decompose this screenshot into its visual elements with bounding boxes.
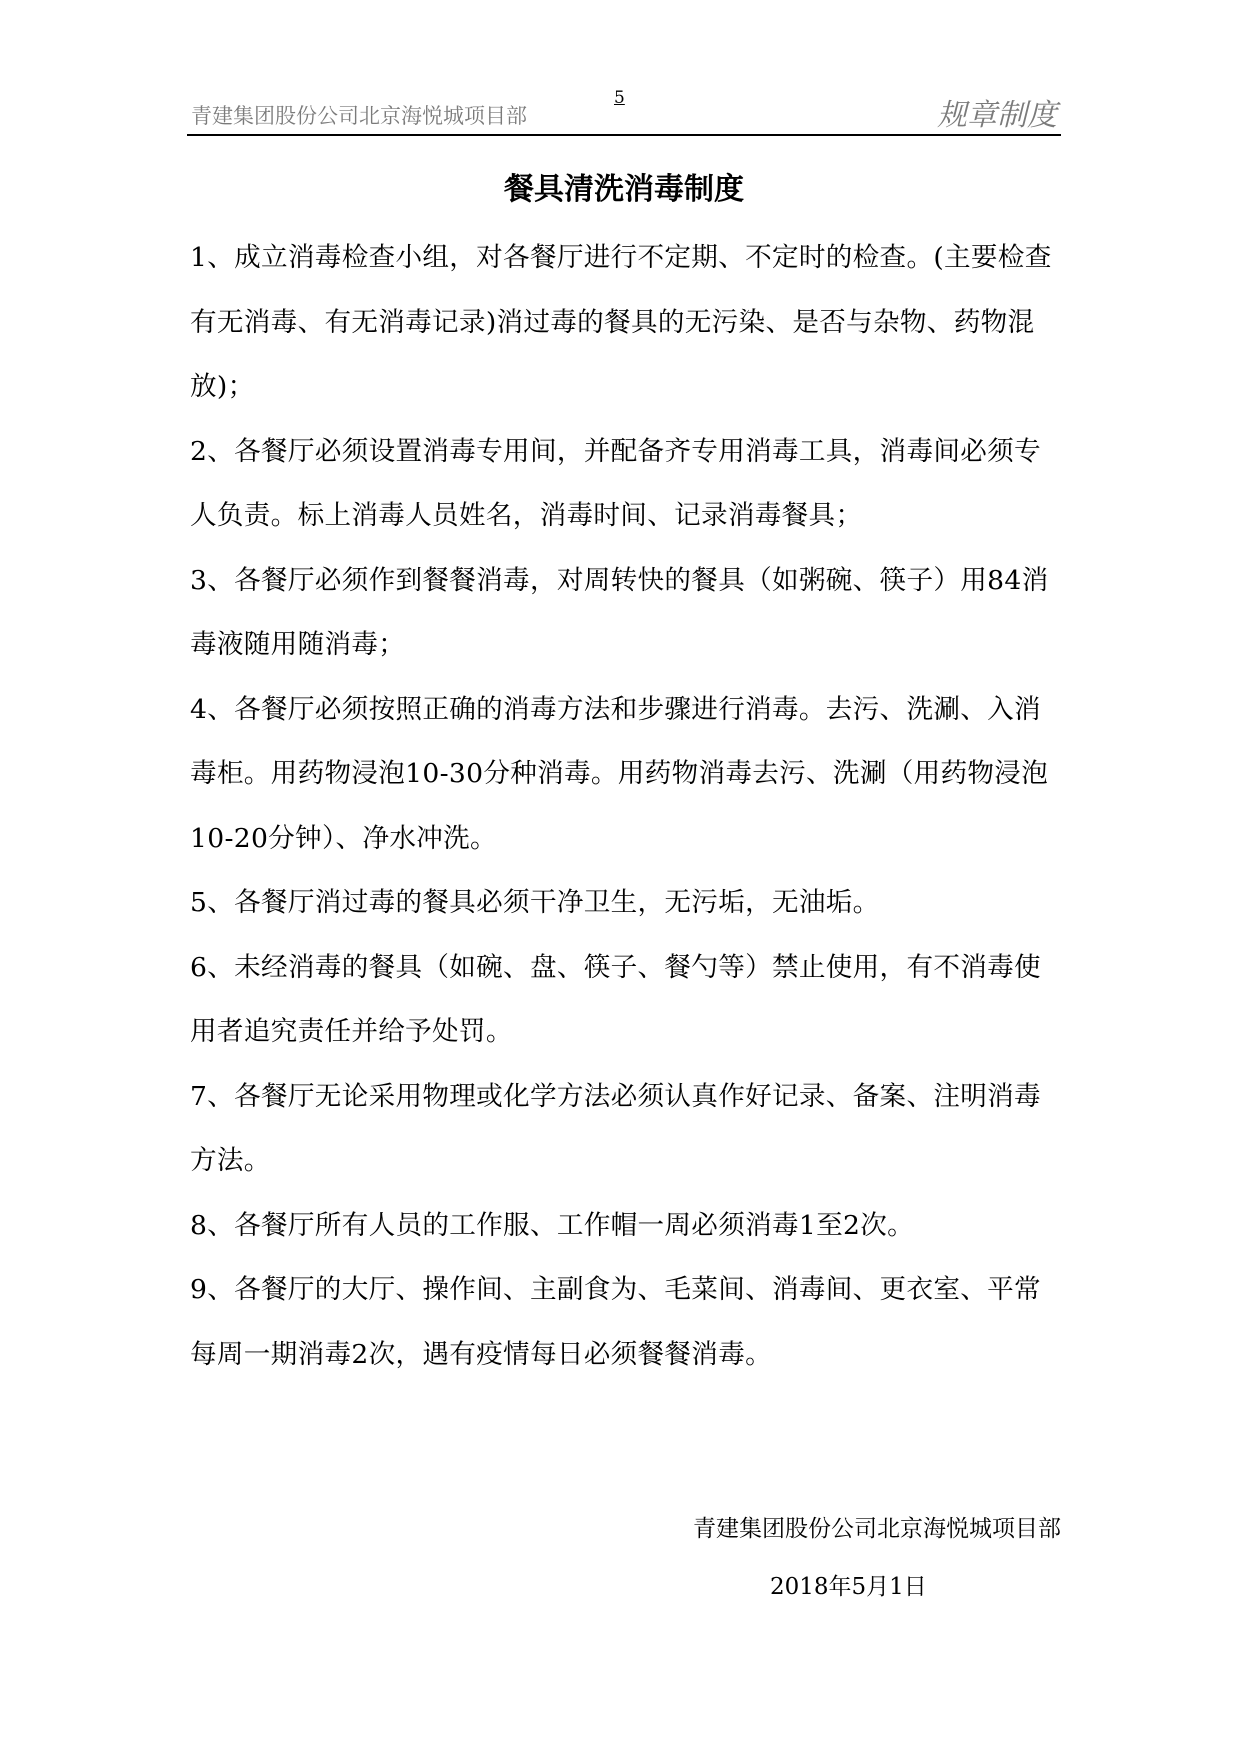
rule-paragraph-6: 6、未经消毒的餐具（如碗、盘、筷子、餐勺等）禁止使用，有不消毒使用者追究责任并给予处罚。 <box>190 951 1041 1047</box>
rule-paragraph-8: 8、各餐厅所有人员的工作服、工作帽一周必须消毒1至2次。 <box>190 1209 915 1241</box>
rule-paragraph-5: 5、各餐厅消过毒的餐具必须干净卫生，无污垢，无油垢。 <box>190 887 880 918</box>
rule-paragraph-1: 1、成立消毒检查小组，对各餐厅进行不定期、不定时的检查。(主要检查有无消毒、有无消毒记录)消过毒的餐具的无污染、是否与杂物、药物混放)； <box>190 242 1052 402</box>
rule-paragraph-3: 3、各餐厅必须作到餐餐消毒，对周转快的餐具（如粥碗、筷子）用84消毒液随用随消毒； <box>190 564 1049 660</box>
rule-paragraph-2: 2、各餐厅必须设置消毒专用间，并配备齐专用消毒工具，消毒间必须专人负责。标上消毒人员姓名，消毒时间、记录消毒餐具； <box>190 435 1041 531</box>
header-page-number: 5 <box>614 88 625 108</box>
document-title: 餐具清洗消毒制度 <box>504 172 744 207</box>
footer-date: 2018年5月1日 <box>770 1574 927 1600</box>
rule-paragraph-7: 7、各餐厅无论采用物理或化学方法必须认真作好记录、备案、注明消毒方法。 <box>190 1080 1041 1176</box>
header-category: 规章制度 <box>937 98 1057 133</box>
footer-company-name: 青建集团股份公司北京海悦城项目部 <box>693 1516 1061 1542</box>
rule-paragraph-4: 4、各餐厅必须按照正确的消毒方法和步骤进行消毒。去污、洗涮、入消毒柜。用药物浸泡10-30分种消毒。用药物消毒去污、洗涮（用药物浸泡10-20分钟）、净水冲洗。 <box>190 693 1049 854</box>
page-header <box>187 86 1061 136</box>
document-body <box>190 226 1056 1387</box>
rule-paragraph-9: 9、各餐厅的大厅、操作间、主副食为、毛菜间、消毒间、更衣室、平常每周一期消毒2次，遇有疫情每日必须餐餐消毒。 <box>190 1274 1041 1370</box>
header-company-name: 青建集团股份公司北京海悦城项目部 <box>191 104 527 128</box>
